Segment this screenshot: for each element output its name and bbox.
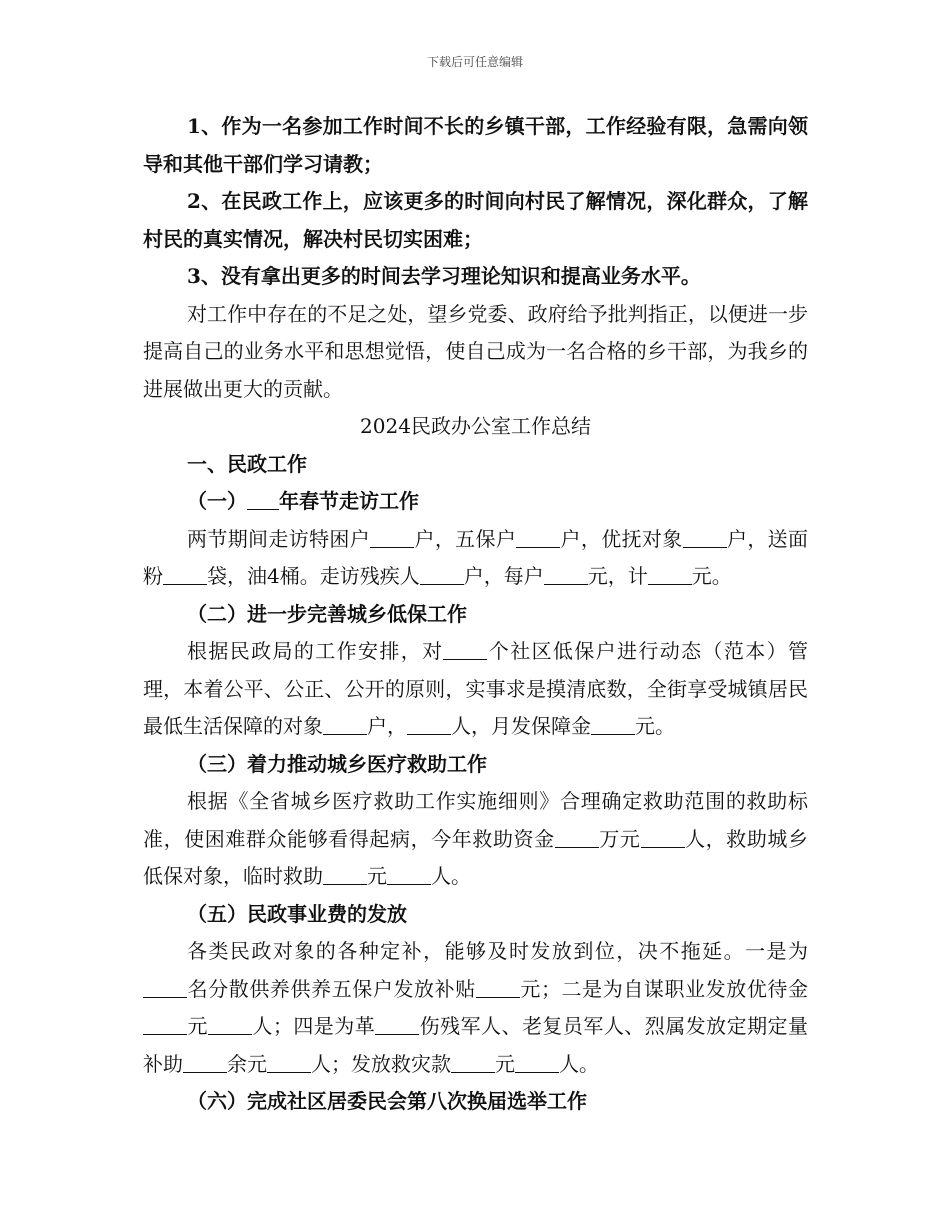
subsection-heading-6: （六）完成社区居委民会第八次换届选举工作 <box>187 1089 587 1113</box>
closing-paragraph: 对工作中存在的不足之处，望乡党委、政府给予批判指正，以便进一步提高自己的业务水平和思想觉悟，使自己成为一名合格的乡干部，为我乡的进展做出更大的贡献。 <box>143 301 808 401</box>
document-body <box>143 108 808 1121</box>
blank-line <box>247 489 279 510</box>
blank-line <box>451 1052 495 1073</box>
blank-line <box>544 564 588 585</box>
subsection-heading-1: （一） 年春节走访工作 <box>187 489 419 513</box>
blank-line <box>516 527 560 548</box>
blank-line <box>323 714 367 735</box>
paragraph-5: 各类民政对象的各种定补，能够及时发放到位，决不拖延。一是为名分散供养供养五保户发放补贴 元；二是为自谋职业发放优待金元 人；四是为革 伤残军人、老复员军人、烈属发放定期定量补助 余元 人；发放救灾款 元 人。 <box>143 939 809 1076</box>
list-item-1: 1、作为一名参加工作时间不长的乡镇干部，工作经验有限，急需向领导和其他干部们学习请教； <box>143 114 808 176</box>
blank-line <box>648 564 692 585</box>
blank-line <box>641 827 685 848</box>
blank-line <box>208 1014 252 1035</box>
paragraph-2: 根据民政局的工作安排，对 个社区低保户进行动态（范本）管理，本着公平、公正、公开的原则，实事求是摸清底数，全街享受城镇居民最低生活保障的对象 户， 人，月发保障金 元。 <box>143 639 809 738</box>
list-item-3: 3、没有拿出更多的时间去学习理论知识和提高业务水平。 <box>187 264 701 288</box>
subsection-heading-3: （三）着力推动城乡医疗救助工作 <box>187 751 487 776</box>
blank-line <box>183 1052 227 1073</box>
blank-line <box>515 1052 559 1073</box>
list-item-2: 2、在民政工作上，应该更多的时间向村民了解情况，深化群众，了解村民的真实情况，解决村民切实困难； <box>143 189 808 251</box>
blank-line <box>407 714 451 735</box>
blank-line <box>476 977 520 998</box>
blank-line <box>387 864 431 885</box>
paragraph-1: 两节期间走访特困户 户，五保户 户，优抚对象 户，送面粉 袋，油4桶。走访残疾人 户，每户 元，计 元。 <box>143 526 809 588</box>
subsection-heading-5: （五）民政事业费的发放 <box>187 901 407 926</box>
blank-line <box>683 527 727 548</box>
document-title: 2024民政办公室工作总结 <box>360 414 591 438</box>
blank-line <box>591 714 635 735</box>
section-heading-1: 一、民政工作 <box>187 451 307 476</box>
page-header: 下载后可任意编辑 <box>426 55 523 69</box>
blank-line <box>323 864 367 885</box>
blank-line <box>267 1052 311 1073</box>
blank-line <box>143 977 187 998</box>
subsection-heading-2: （二）进一步完善城乡低保工作 <box>187 601 467 626</box>
blank-line <box>163 564 207 585</box>
blank-line <box>143 1014 187 1035</box>
paragraph-3: 根据《全省城乡医疗救助工作实施细则》合理确定救助范围的救助标准，使困难群众能够看得起病，今年救助资金 万元 人，救助城乡低保对象，临时救助 元 人。 <box>143 789 809 888</box>
blank-line <box>375 1014 419 1035</box>
blank-line <box>555 827 599 848</box>
blank-line <box>443 639 487 660</box>
blank-line <box>420 564 464 585</box>
blank-line <box>370 527 414 548</box>
